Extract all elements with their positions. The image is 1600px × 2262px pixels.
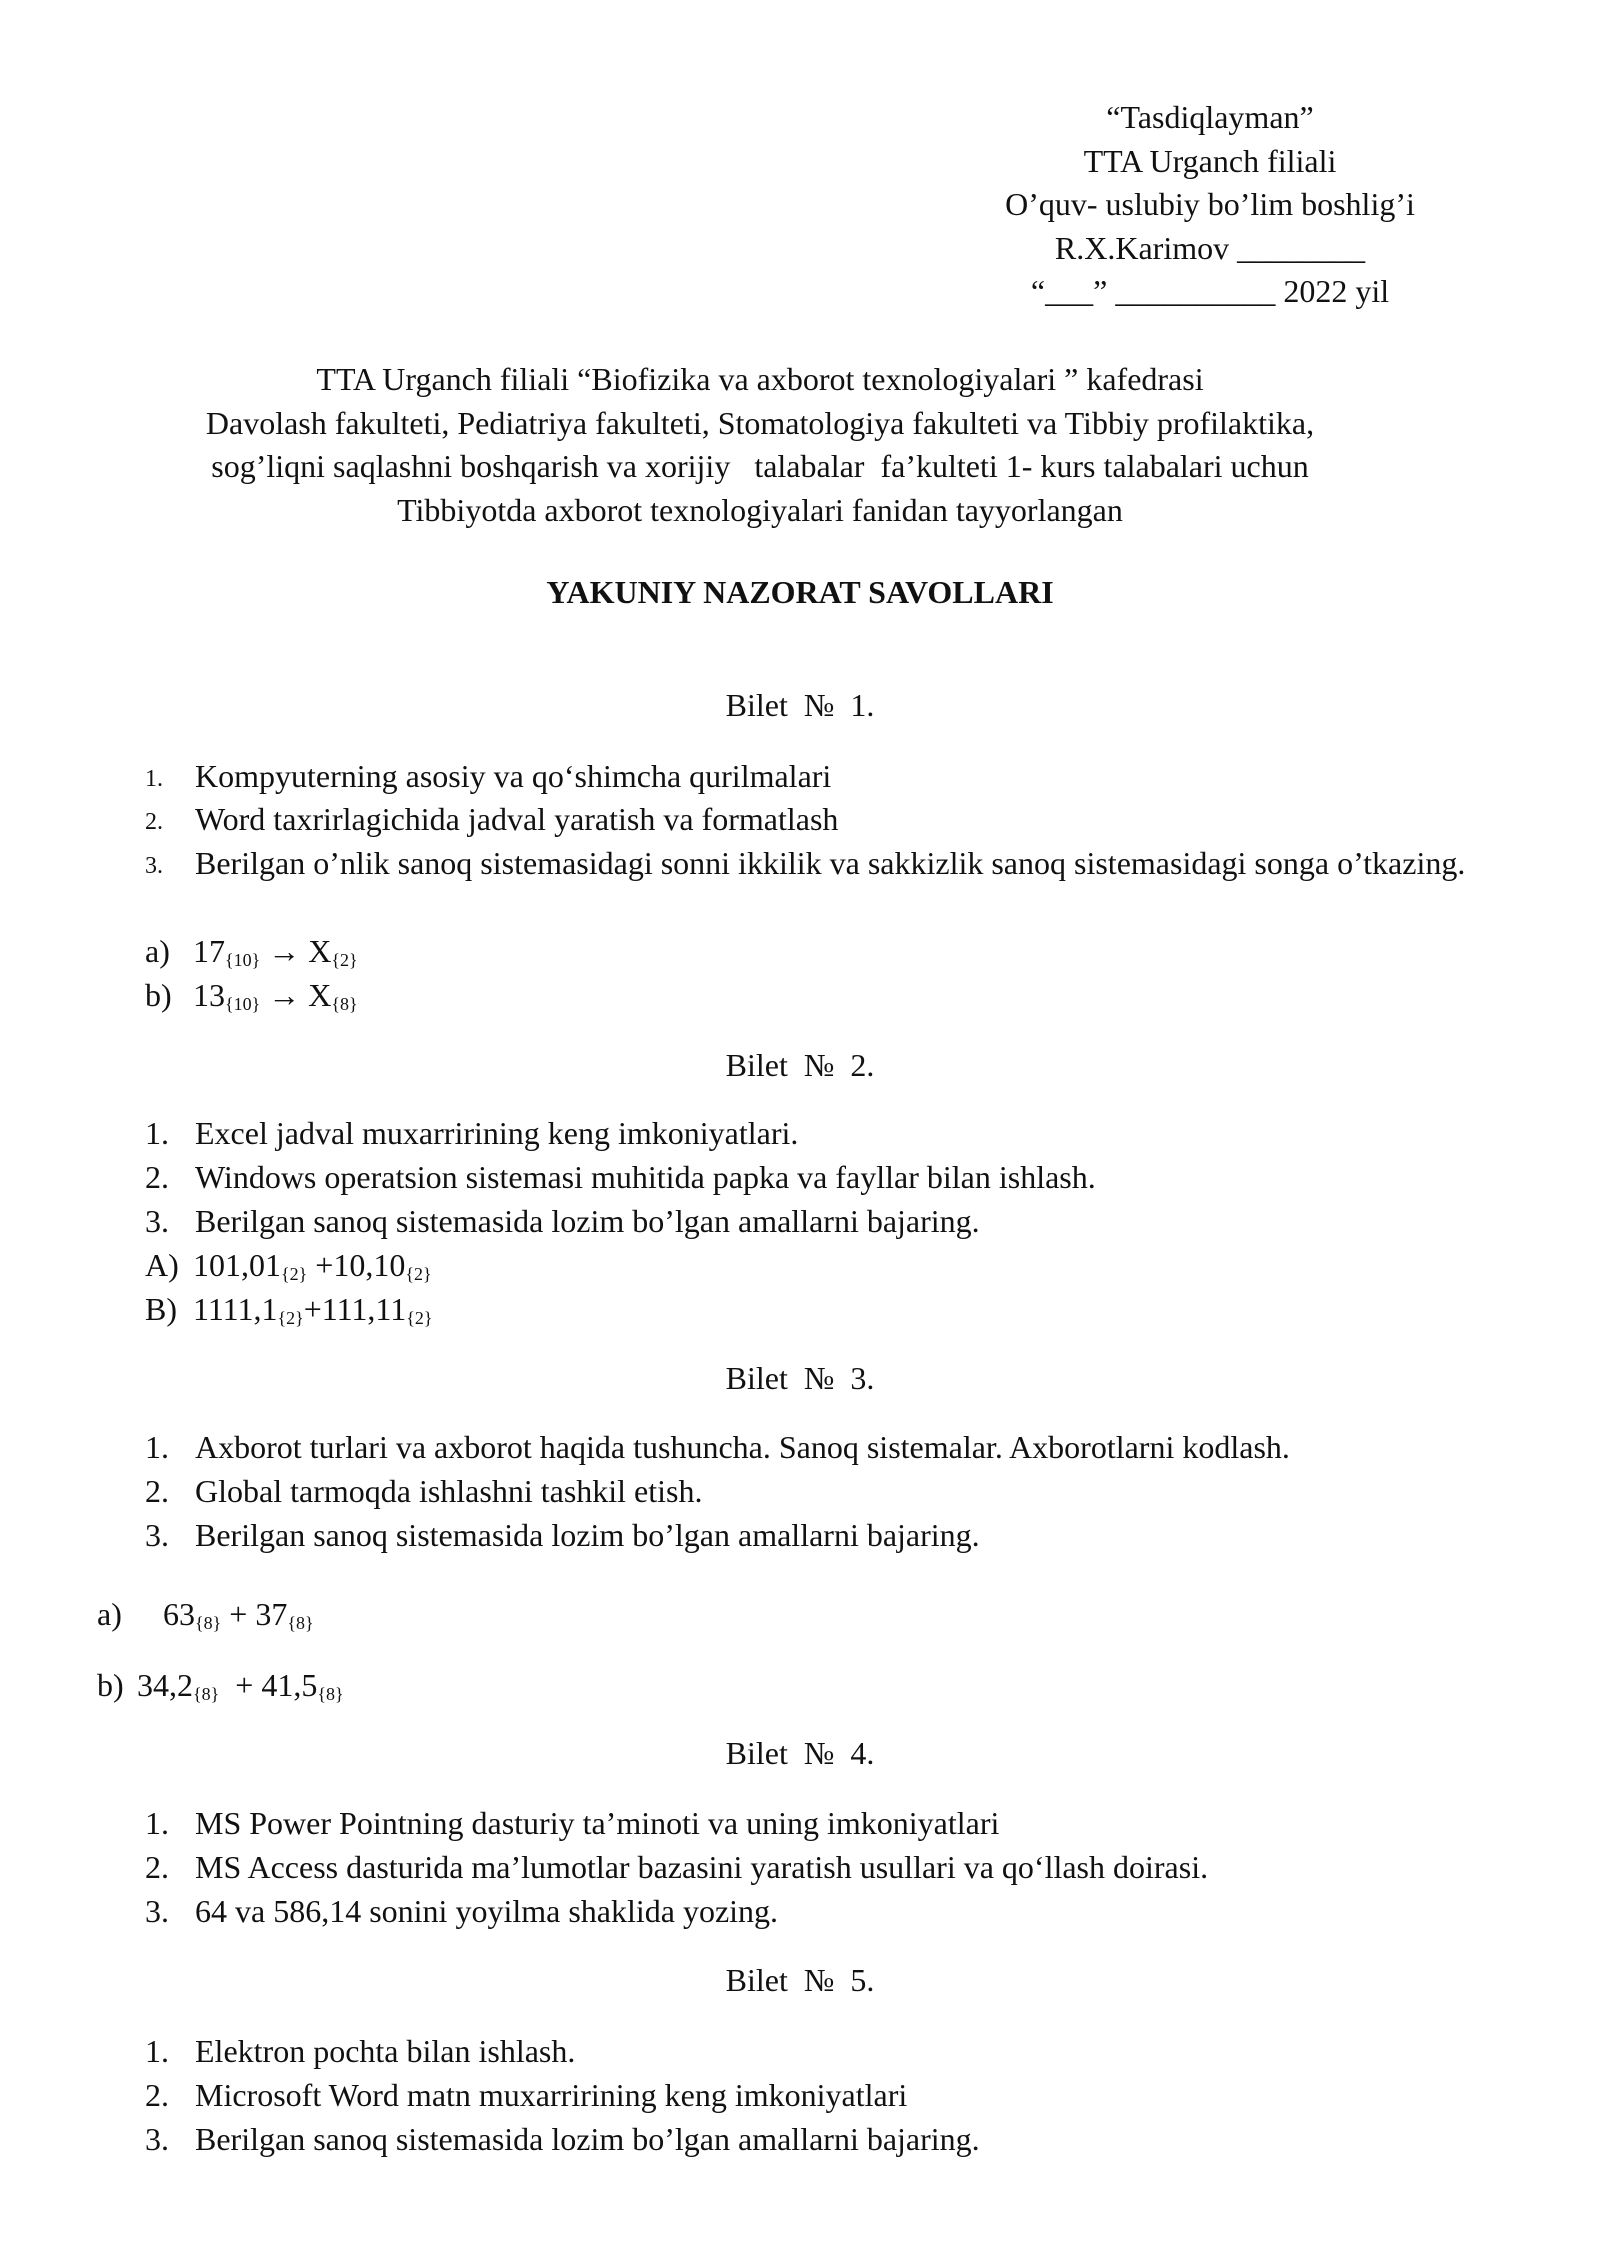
question-text: 64 va 586,14 sonini yoyilma shaklida yozing. — [195, 1893, 779, 1929]
number-base-subscript: {8} — [331, 994, 358, 1014]
number-base-subscript: {2} — [281, 1264, 308, 1284]
question-number: 3. — [145, 853, 163, 879]
approval-position: O’quv- uslubiy bo’lim boshlig’i — [1005, 186, 1415, 222]
question-item — [145, 1890, 1525, 1934]
approval-organization: TTA Urganch filiali — [1083, 142, 1337, 179]
question-number: 2. — [145, 1473, 169, 1509]
sub-question-expression — [137, 1667, 344, 1703]
expression-term: + 41,5 — [219, 1667, 318, 1703]
question-text: Excel jadval muxarririning keng imkoniyatlari. — [195, 1115, 799, 1151]
question-item — [145, 2074, 1525, 2118]
question-item — [145, 798, 1525, 842]
question-item — [145, 2118, 1525, 2162]
number-base-subscript: {10} — [225, 950, 261, 970]
sub-question-label: b) — [97, 1667, 124, 1703]
sub-question — [145, 1288, 432, 1341]
question-item — [145, 1156, 1525, 1200]
sub-question — [145, 974, 358, 1027]
question-number: 2. — [145, 1849, 169, 1885]
question-item — [145, 1112, 1525, 1156]
question-number: 3. — [145, 1893, 169, 1929]
question-item — [145, 1514, 1525, 1558]
sub-question-expression — [193, 1291, 432, 1327]
expression-term: → X — [260, 933, 332, 969]
expression-term: 101,01 — [193, 1247, 281, 1283]
sub-question-expression — [193, 933, 358, 969]
question-number: 3. — [145, 2121, 169, 2157]
ticket-title: Bilet № 4. — [725, 1735, 875, 1771]
expression-term: → X — [260, 977, 332, 1013]
number-base-subscript: {2} — [331, 950, 358, 970]
intro-line: sog’liqni saqlashni boshqarish va xorijiy talabalar fa’kulteti 1- kurs talabalari uchun — [211, 448, 1309, 484]
question-number: 2. — [145, 809, 163, 835]
question-number: 1. — [145, 1429, 169, 1465]
question-number: 2. — [145, 1159, 169, 1195]
question-text: Word taxrirlagichida jadval yaratish va formatlash — [195, 801, 839, 837]
ticket-title: Bilet № 2. — [725, 1047, 875, 1083]
number-base-subscript: {8} — [317, 1684, 344, 1704]
question-item — [145, 2030, 1525, 2074]
question-number: 1. — [145, 766, 163, 792]
expression-term: 1111,1 — [193, 1291, 278, 1327]
question-item — [145, 1200, 1525, 1244]
intro-line: TTA Urganch filiali “Biofizika va axborot texnologiyalari ” kafedrasi — [316, 361, 1204, 397]
approval-date: “___” __________ 2022 yil — [1030, 273, 1390, 309]
question-item — [145, 1846, 1525, 1890]
page-title: YAKUNIY NAZORAT SAVOLLARI — [546, 574, 1054, 610]
question-text: Berilgan sanoq sistemasida lozim bo’lgan amallarni bajaring. — [195, 1517, 980, 1553]
document-intro — [120, 358, 1400, 532]
question-number: 1. — [145, 2033, 169, 2069]
ticket-title: Bilet № 1. — [725, 687, 875, 723]
question-text: Berilgan sanoq sistemasida lozim bo’lgan amallarni bajaring. — [195, 2121, 980, 2157]
question-item — [145, 1802, 1525, 1846]
expression-term: 63 — [163, 1596, 195, 1632]
intro-line: Tibbiyotda axborot texnologiyalari fanidan tayyorlangan — [397, 491, 1123, 528]
approval-block — [880, 96, 1540, 314]
number-base-subscript: {2} — [406, 1308, 433, 1328]
sub-question — [97, 1664, 344, 1717]
sub-question-expression — [193, 1247, 432, 1283]
approval-signatory: R.X.Karimov ________ — [1054, 229, 1366, 266]
question-item — [145, 1426, 1525, 1470]
number-base-subscript: {10} — [225, 994, 261, 1014]
sub-question-label: b) — [145, 977, 172, 1013]
sub-question-label: B) — [145, 1291, 177, 1327]
question-text: Elektron pochta bilan ishlash. — [195, 2033, 576, 2069]
question-text: Berilgan sanoq sistemasida lozim bo’lgan amallarni bajaring. — [195, 1203, 980, 1239]
ticket-title: Bilet № 5. — [725, 1962, 875, 1998]
sub-question-label: a) — [97, 1596, 122, 1632]
question-number: 3. — [145, 1203, 169, 1239]
intro-line: Davolash fakulteti, Pediatriya fakulteti, Stomatologiya fakulteti va Tibbiy profilaktika, — [205, 404, 1315, 441]
expression-term: 17 — [193, 933, 225, 969]
sub-question-label: A) — [145, 1247, 179, 1283]
question-number: 2. — [145, 2077, 169, 2113]
question-text: MS Access dasturida ma’lumotlar bazasini yaratish usullari va qo‘llash doirasi. — [195, 1849, 1209, 1885]
sub-question-expression — [193, 977, 358, 1013]
number-base-subscript: {8} — [193, 1684, 220, 1704]
question-text: Microsoft Word matn muxarririning keng imkoniyatlari — [195, 2077, 908, 2113]
expression-term: +10,10 — [307, 1247, 406, 1283]
question-text: Global tarmoqda ishlashni tashkil etish. — [195, 1473, 703, 1509]
ticket-title: Bilet № 3. — [725, 1360, 875, 1396]
number-base-subscript: {8} — [195, 1613, 222, 1633]
question-text: MS Power Pointning dasturiy ta’minoti va uning imkoniyatlari — [195, 1805, 1000, 1841]
expression-term: 34,2 — [137, 1667, 193, 1703]
question-item — [145, 842, 1475, 886]
question-number: 1. — [145, 1115, 169, 1151]
sub-question-expression — [163, 1596, 314, 1632]
question-text: Berilgan o’nlik sanoq sistemasidagi sonni ikkilik va sakkizlik sanoq sistemasidagi songa o’tkazing. — [195, 845, 1466, 881]
expression-term: +111,11 — [303, 1291, 407, 1327]
sub-question — [97, 1593, 314, 1646]
question-number: 3. — [145, 1517, 169, 1553]
number-base-subscript: {2} — [277, 1308, 304, 1328]
question-text: Kompyuterning asosiy va qo‘shimcha qurilmalari — [195, 758, 832, 794]
question-number: 1. — [145, 1805, 169, 1841]
number-base-subscript: {2} — [405, 1264, 432, 1284]
question-text: Axborot turlari va axborot haqida tushuncha. Sanoq sistemalar. Axborotlarni kodlash. — [195, 1429, 1290, 1465]
question-item — [145, 1470, 1525, 1514]
expression-term: 13 — [193, 977, 225, 1013]
number-base-subscript: {8} — [287, 1613, 314, 1633]
approval-heading: “Tasdiqlayman” — [1106, 99, 1314, 135]
question-text: Windows operatsion sistemasi muhitida papka va fayllar bilan ishlash. — [195, 1159, 1096, 1195]
question-item — [145, 755, 1525, 799]
expression-term: + 37 — [221, 1596, 288, 1632]
sub-question-label: a) — [145, 933, 170, 969]
